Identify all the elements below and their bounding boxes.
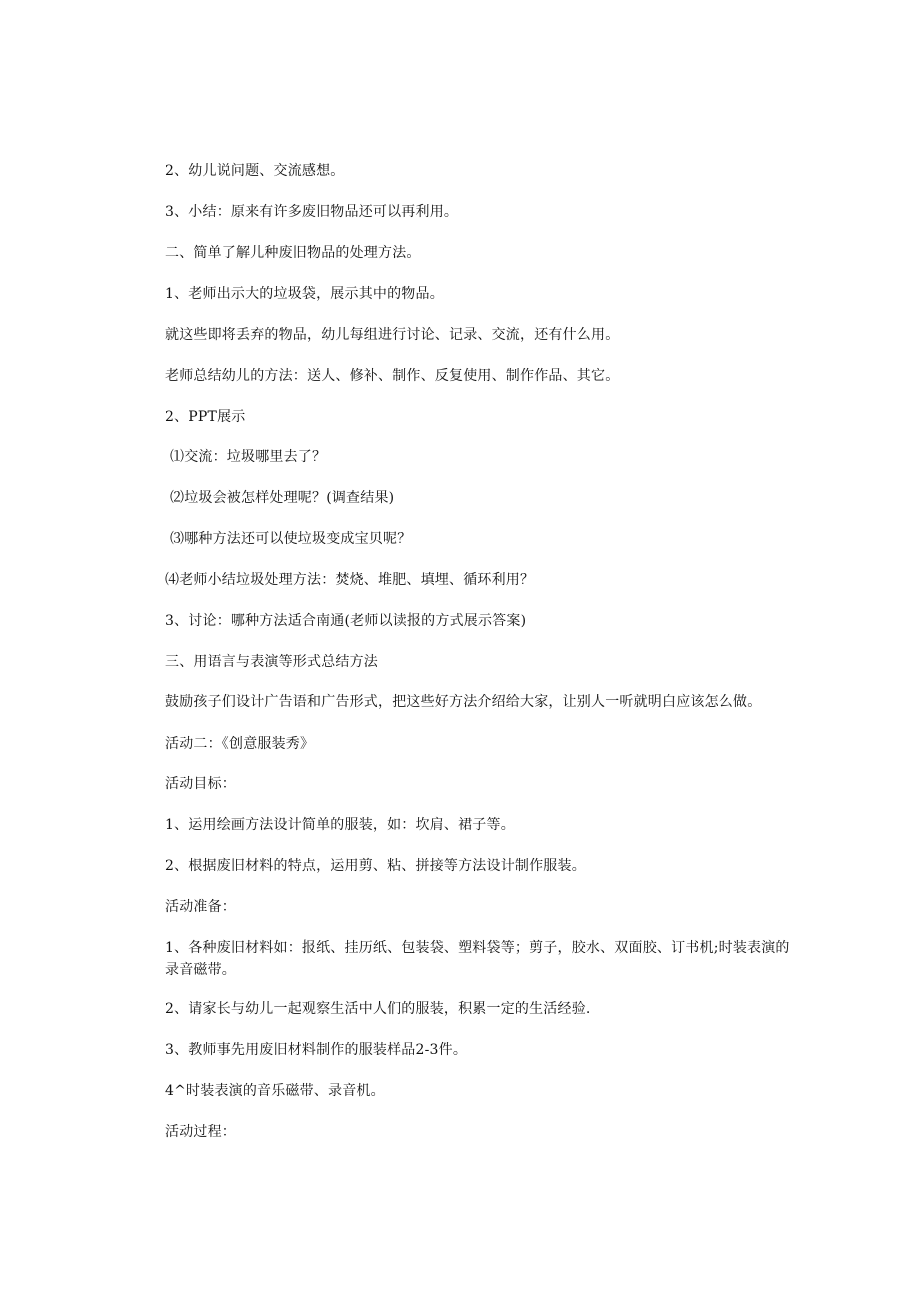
text-line-1: 2、幼儿说问题、交流感想。: [165, 163, 345, 179]
text-line-11: ⑷老师小结垃圾处理方法：焚烧、堆肥、填埋、循环利用？: [165, 572, 535, 588]
activity-title: 活动二：《创意服装秀》: [165, 736, 315, 752]
text-line-10: ⑶哪种方法还可以使垃圾变成宝贝呢？: [170, 531, 412, 547]
text-line-23: 4^时装表演的音乐磁带、录音机。: [165, 1083, 385, 1099]
section-heading-2: 二、简单了解儿种废旧物品的处理方法。: [165, 245, 421, 261]
text-line-21: 2、请家长与幼儿一起观察生活中人们的服装，积累一定的生活经验.: [165, 1001, 591, 1017]
text-line-5: 就这些即将丢弃的物品，幼儿每组进行讨论、记录、交流，还有什么用。: [165, 327, 620, 343]
process-heading: 活动过程：: [165, 1124, 236, 1140]
preparation-heading: 活动准备：: [165, 899, 236, 915]
section-heading-3: 三、用语言与表演等形式总结方法: [165, 654, 378, 670]
text-line-4: 1、老师出示大的垃圾袋，展示其中的物品。: [165, 286, 444, 302]
text-line-2: 3、小结：原来有许多废旧物品还可以再利用。: [165, 204, 459, 220]
text-line-9: ⑵垃圾会被怎样处理呢？(调查结果): [170, 490, 395, 506]
text-line-14: 鼓励孩子们设计广告语和广告形式，把这些好方法介绍给大家，让别人一听就明白应该怎么做。: [165, 694, 762, 710]
text-line-22: 3、教师事先用废旧材料制作的服装样品2-3件。: [165, 1042, 468, 1058]
text-line-17: 1、运用绘画方法设计简单的服装，如：坎肩、裙子等。: [165, 817, 515, 833]
text-line-18: 2、根据废旧材料的特点，运用剪、粘、拼接等方法设计制作服装。: [165, 858, 586, 874]
goals-heading: 活动目标：: [165, 776, 236, 792]
text-line-6: 老师总结幼儿的方法：送人、修补、制作、反复使用、制作作品、其它。: [165, 368, 620, 384]
text-line-12: 3、讨论：哪种方法适合南通(老师以读报的方式展示答案): [165, 613, 527, 629]
text-line-8: ⑴交流：垃圾哪里去了？: [170, 449, 327, 465]
text-line-20: 1、各种废旧材料如：报纸、挂历纸、包装袋、塑料袋等；剪子，胶水、双面胶、订书机;时装表演的录音磁带。: [165, 940, 790, 978]
text-line-7: 2、PPT展示: [165, 409, 246, 425]
